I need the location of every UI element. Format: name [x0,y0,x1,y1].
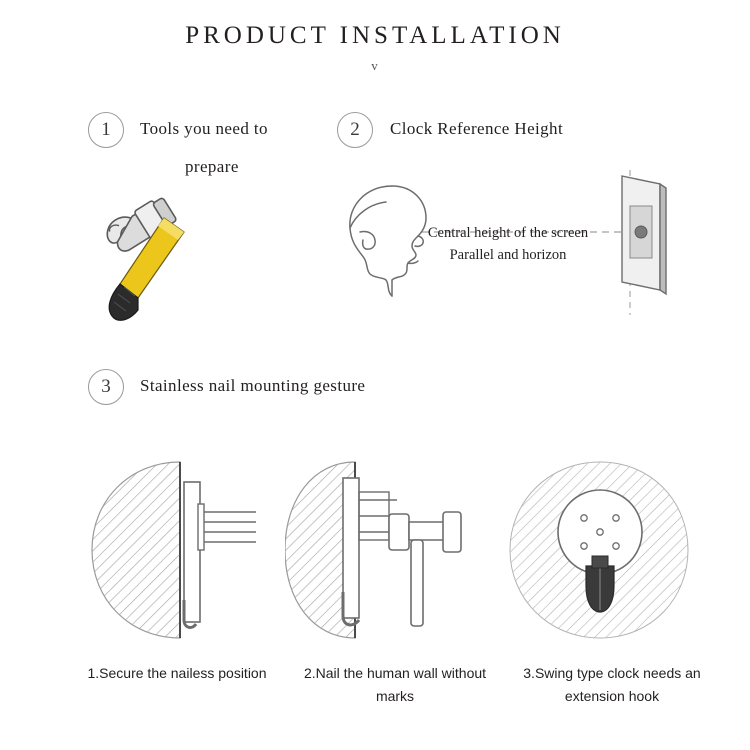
step-2-annotation-line2: Parallel and horizon [449,247,567,263]
panel-2-caption-line2: marks [375,688,415,704]
step-2-annotation-line1: Central height of the screen [427,225,589,241]
step-1-label-line1: Tools you need to [140,119,268,138]
panel-1-caption [62,662,292,685]
panel-3-caption [497,662,727,708]
panel-3-caption-line1: 3.Swing type clock needs an [523,665,701,681]
page-subtitle: v [371,58,379,73]
page-title: PRODUCT INSTALLATION [185,22,565,49]
step-2-annotation [403,222,613,266]
step-3-label: Stainless nail mounting gesture [140,376,366,395]
step-2-label: Clock Reference Height [390,119,564,138]
step-2-badge: 2 [337,112,373,148]
panel-1-illustration [70,460,275,640]
panel-3-illustration [500,460,705,640]
hammer-illustration [80,170,280,330]
panel-1-caption-line1: 1.Secure the nailess position [87,665,267,681]
step-1-label-line2: prepare [185,157,239,176]
step-3-badge: 3 [88,369,124,405]
step-1-badge: 1 [88,112,124,148]
panel-2-illustration [285,460,490,640]
panel-2-caption [280,662,510,708]
panel-3-caption-line2: extension hook [564,688,660,704]
panel-2-caption-line1: 2.Nail the human wall without [303,665,487,681]
